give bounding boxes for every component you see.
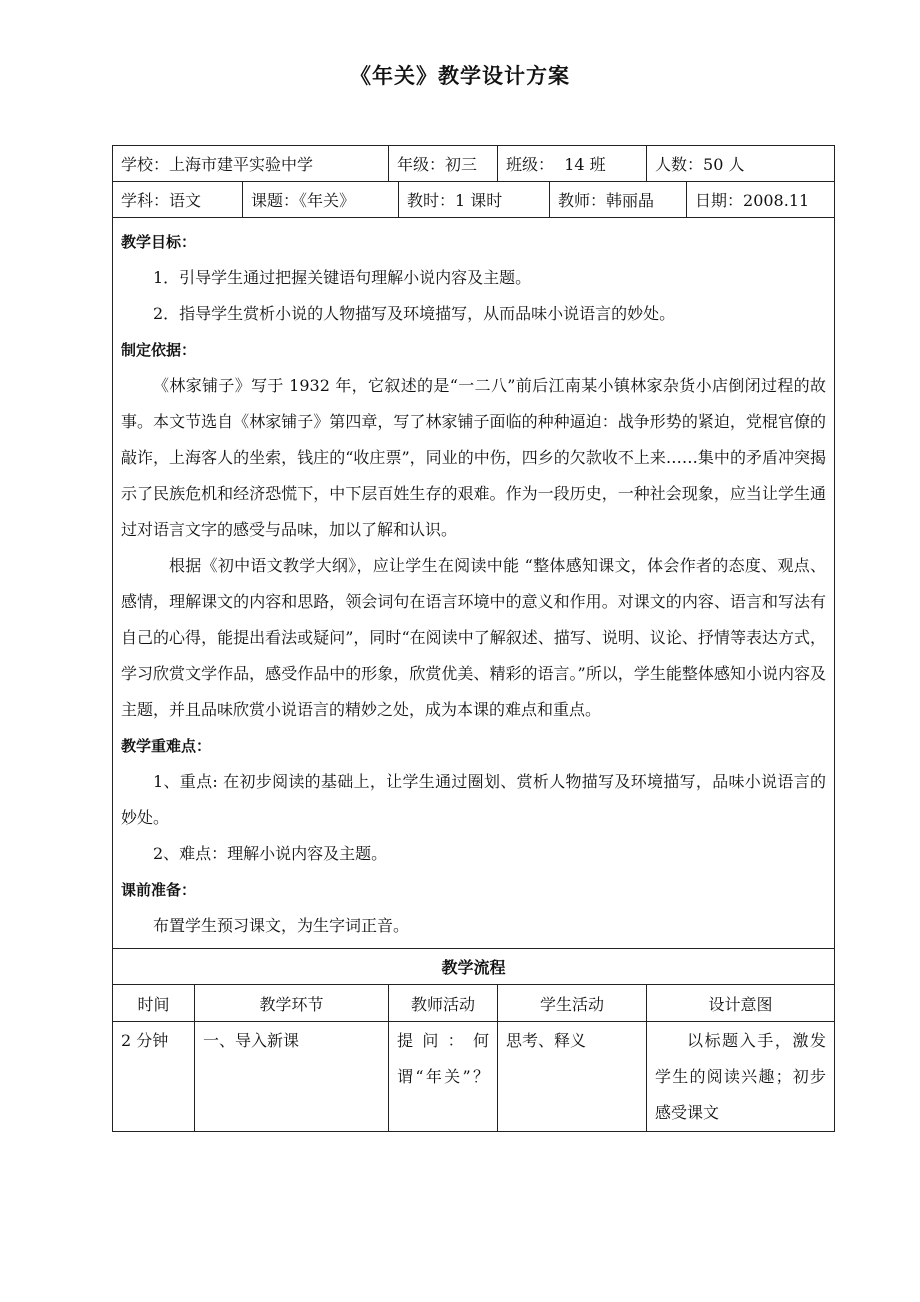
column-header-intent: 设计意图 bbox=[647, 985, 835, 1022]
content-cell bbox=[113, 218, 835, 949]
cell-stage: 一、导入新课 bbox=[195, 1022, 389, 1132]
document-title: 《年关》教学设计方案 bbox=[350, 63, 570, 88]
basis-heading: 制定依据： bbox=[121, 341, 197, 359]
prep-text: 布置学生预习课文，为生字词正音。 bbox=[153, 916, 410, 935]
cell-time: 2 分钟 bbox=[113, 1022, 195, 1132]
goal-item: 1．引导学生通过把握关键语句理解小说内容及主题。 bbox=[153, 268, 532, 287]
flow-heading-row bbox=[113, 949, 835, 985]
content-row bbox=[113, 218, 835, 949]
school-cell: 学校：上海市建平实验中学 bbox=[113, 146, 389, 182]
date-cell: 日期：2008.11 bbox=[687, 182, 835, 218]
column-header-time: 时间 bbox=[113, 985, 195, 1022]
flow-heading: 教学流程 bbox=[113, 949, 835, 985]
count-cell: 人数：50 人 bbox=[647, 146, 835, 182]
keypoints-heading: 教学重难点： bbox=[121, 737, 212, 755]
class-cell: 班级： 14 班 bbox=[498, 146, 647, 182]
basis-paragraph-1: 《林家铺子》写于 1932 年，它叙述的是“一二八”前后江南某小镇林家杂货小店倒闭过程的故事。本文节选自《林家铺子》第四章，写了林家铺子面临的种种逼迫：战争形势的紧迫，党棍官僚的敲诈，上海客人的坐索，钱庄的“收庄票”，同业的中伤，四乡的欠款收不上来……集中的矛盾冲突揭示了民族危机和经济恐慌下，中下层百姓生存的艰难。作为一段历史，一种社会现象，应当让学生通过对语言文字的感受与品味，加以了解和认识。 bbox=[121, 376, 827, 539]
table-row bbox=[113, 1022, 835, 1132]
flow-column-header-row bbox=[113, 985, 835, 1022]
info-row-1 bbox=[113, 146, 835, 182]
subject-cell: 学科：语文 bbox=[113, 182, 243, 218]
goal-item: 2．指导学生赏析小说的人物描写及环境描写，从而品味小说语言的妙处。 bbox=[153, 304, 676, 323]
topic-cell: 课题：《年关》 bbox=[243, 182, 399, 218]
cell-student: 思考、释义 bbox=[498, 1022, 647, 1132]
cell-teacher: 提问：何谓“年关”？ bbox=[389, 1022, 498, 1132]
basis-paragraph-2: 根据《初中语文教学大纲》，应让学生在阅读中能 “整体感知课文，体会作者的态度、观点、感情，理解课文的内容和思路，领会词句在语言环境中的意义和作用。对课文的内容、语言和写法有自己的心得，能提出看法或疑问”，同时“在阅读中了解叙述、描写、说明、议论、抒情等表达方式，学习欣赏文学作品，感受作品中的形象，欣赏优美、精彩的语言。”所以，学生能整体感知小说内容及主题，并且品味欣赏小说语言的精妙之处，成为本课的难点和重点。 bbox=[121, 556, 827, 719]
info-row-2 bbox=[113, 182, 835, 218]
cell-intent: 以标题入手，激发学生的阅读兴趣；初步感受课文 bbox=[647, 1022, 835, 1132]
keypoint-difficulty: 2、难点：理解小说内容及主题。 bbox=[153, 844, 388, 863]
prep-heading: 课前准备： bbox=[121, 881, 197, 899]
lesson-plan-table bbox=[112, 145, 834, 1132]
grade-cell: 年级：初三 bbox=[389, 146, 498, 182]
column-header-stage: 教学环节 bbox=[195, 985, 389, 1022]
goals-heading: 教学目标： bbox=[121, 233, 197, 251]
teacher-cell: 教师：韩丽晶 bbox=[550, 182, 687, 218]
hours-cell: 教时：1 课时 bbox=[399, 182, 550, 218]
column-header-student: 学生活动 bbox=[498, 985, 647, 1022]
keypoint-focus: 1、重点: 在初步阅读的基础上，让学生通过圈划、赏析人物描写及环境描写，品味小说语言的妙处。 bbox=[121, 772, 827, 827]
column-header-teacher: 教师活动 bbox=[389, 985, 498, 1022]
